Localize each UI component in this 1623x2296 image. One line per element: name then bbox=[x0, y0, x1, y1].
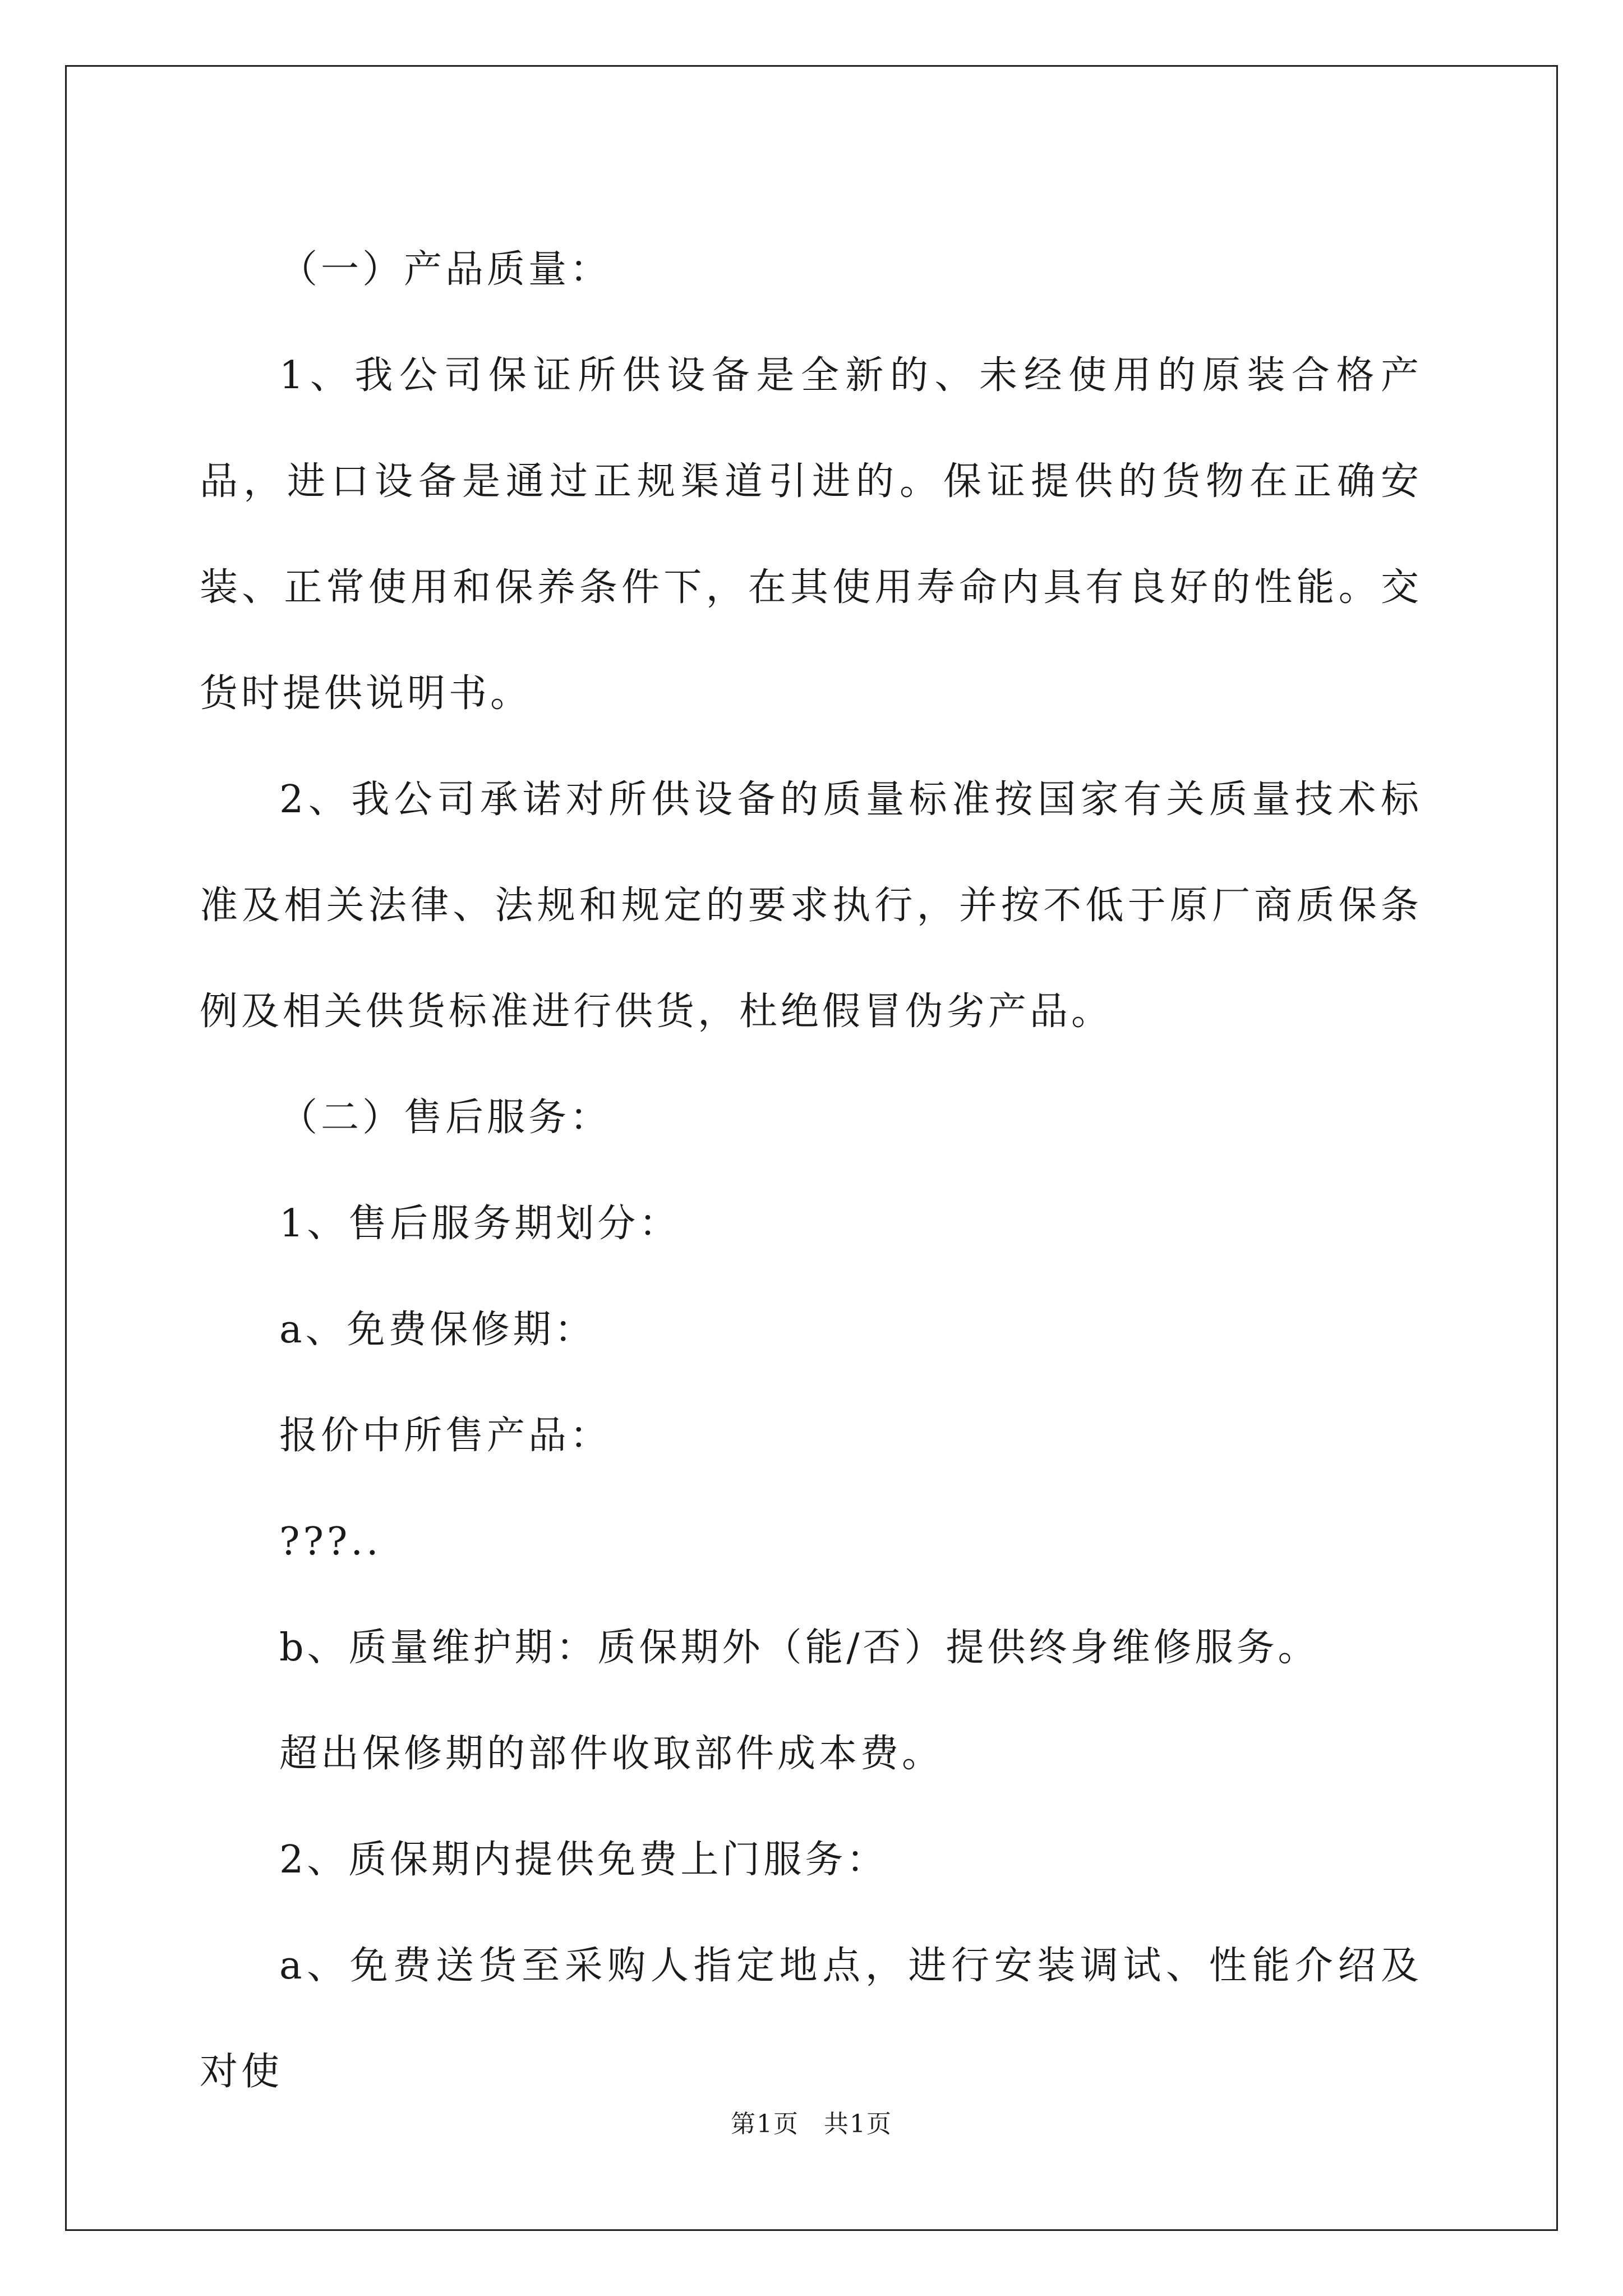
page-total: 共1页 bbox=[824, 2110, 892, 2138]
paragraph-parts-cost: 超出保修期的部件收取部件成本费。 bbox=[279, 1732, 944, 1776]
paragraph-quality-1: 1、我公司保证所供设备是全新的、未经使用的原装合格产品，进口设备是通过正规渠道引进的。保证提供的货物在正确安装、正常使用和保养条件下，在其使用寿命内具有良好的性能。交货时提供说明书。 bbox=[200, 353, 1422, 716]
section-heading-after-sales: （二）售后服务： bbox=[279, 1096, 612, 1140]
section-heading-product-quality: （一）产品质量： bbox=[279, 247, 612, 292]
page-footer bbox=[0, 2104, 1623, 2139]
page-number: 第1页 bbox=[731, 2110, 799, 2138]
paragraph-quoted-products: 报价中所售产品： bbox=[279, 1414, 612, 1458]
paragraph-free-delivery: a、免费送货至采购人指定地点，进行安装调试、性能介绍及对使 bbox=[200, 1944, 1422, 2094]
paragraph-quality-2: 2、我公司承诺对所供设备的质量标准按国家有关质量技术标准及相关法律、法规和规定的要求执行，并按不低于原厂商质保条例及相关供货标准进行供货，杜绝假冒伪劣产品。 bbox=[200, 777, 1422, 1034]
paragraph-placeholder: ???.. bbox=[279, 1520, 382, 1564]
document-body bbox=[200, 217, 1422, 2125]
paragraph-service-period: 1、售后服务期划分： bbox=[279, 1202, 681, 1246]
paragraph-free-warranty: a、免费保修期： bbox=[279, 1308, 596, 1352]
paragraph-maintenance-period: b、质量维护期：质保期外（能/否）提供终身维修服务。 bbox=[279, 1626, 1320, 1670]
paragraph-onsite-service: 2、质保期内提供免费上门服务： bbox=[279, 1838, 888, 1882]
